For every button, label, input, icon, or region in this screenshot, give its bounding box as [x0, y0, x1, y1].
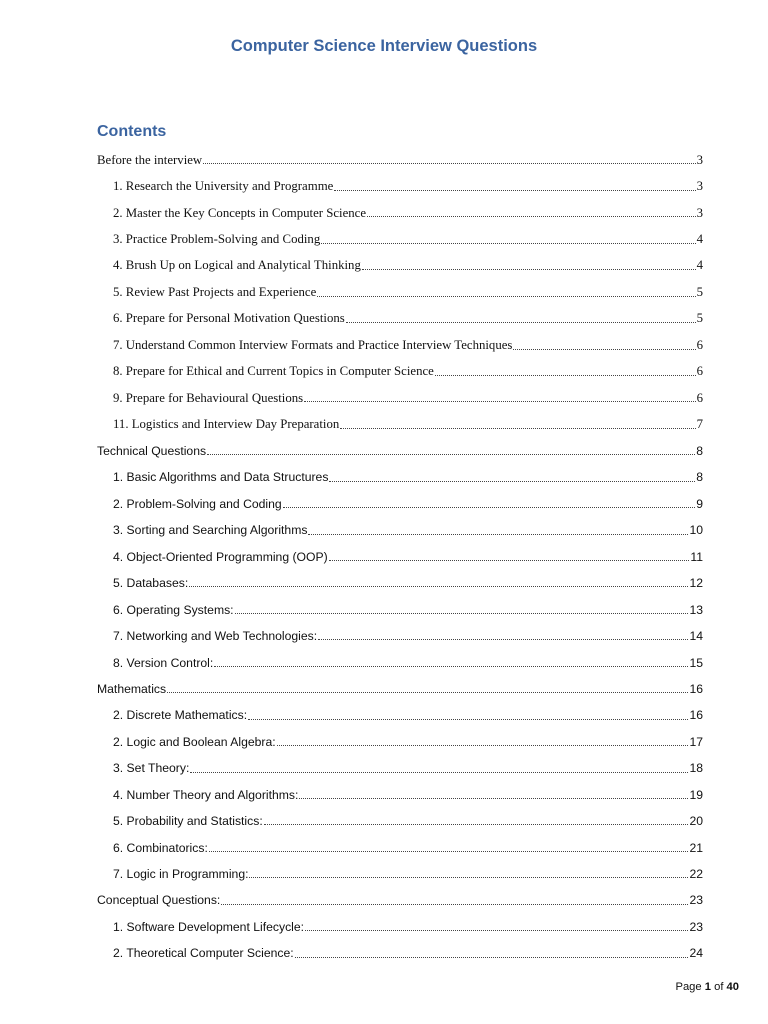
toc-entry-label: 6. Operating Systems: — [113, 602, 234, 617]
toc-dot-leader — [295, 957, 689, 958]
toc-entry-page-number: 23 — [689, 893, 703, 908]
footer-of-word: of — [714, 981, 724, 993]
toc-dot-leader — [214, 666, 688, 667]
toc-entry-label: 7. Understand Common Interview Formats and Practice Interview Techniques — [113, 337, 513, 352]
toc-entry[interactable] — [97, 382, 703, 408]
toc-entry-page-number: 18 — [689, 761, 703, 776]
toc-entry-label: 6. Prepare for Personal Motivation Questions — [113, 311, 345, 326]
toc-entry[interactable] — [97, 488, 703, 514]
toc-entry-page-number: 19 — [689, 787, 703, 802]
toc-entry-page-number: 17 — [689, 734, 703, 749]
footer-current-page: 1 — [704, 981, 711, 993]
toc-entry-label: 7. Logic in Programming: — [113, 867, 249, 882]
footer-total-pages: 40 — [726, 981, 739, 993]
toc-entry[interactable] — [97, 593, 703, 619]
toc-dot-leader — [283, 507, 696, 508]
toc-dot-leader — [346, 322, 696, 323]
toc-dot-leader — [207, 454, 695, 455]
toc-dot-leader — [264, 824, 689, 825]
toc-entry-page-number: 8 — [696, 444, 703, 459]
contents-heading: Contents — [97, 123, 167, 140]
toc-entry[interactable] — [97, 408, 703, 434]
toc-entry-page-number: 5 — [696, 284, 703, 299]
toc-dot-leader — [329, 560, 690, 561]
toc-entry-label: 7. Networking and Web Technologies: — [113, 629, 318, 644]
toc-dot-leader — [321, 243, 695, 244]
toc-entry[interactable] — [97, 699, 703, 725]
toc-entry[interactable] — [97, 673, 703, 699]
toc-entry-label: 2. Discrete Mathematics: — [113, 708, 248, 723]
toc-entry-page-number: 24 — [689, 946, 703, 961]
toc-dot-leader — [334, 190, 695, 191]
toc-entry[interactable] — [97, 726, 703, 752]
toc-dot-leader — [513, 349, 695, 350]
toc-dot-leader — [362, 269, 696, 270]
toc-dot-leader — [209, 851, 689, 852]
page-footer — [676, 981, 740, 993]
toc-entry-page-number: 8 — [696, 470, 703, 485]
toc-dot-leader — [189, 586, 688, 587]
toc-entry-label: 2. Theoretical Computer Science: — [113, 946, 294, 961]
toc-entry-page-number: 16 — [689, 681, 703, 696]
toc-entry[interactable] — [97, 831, 703, 857]
toc-entry-label: 5. Databases: — [113, 576, 189, 591]
toc-entry[interactable] — [97, 779, 703, 805]
toc-entry-label: 3. Set Theory: — [113, 761, 190, 776]
toc-entry-page-number: 16 — [689, 708, 703, 723]
toc-entry-label: 3. Sorting and Searching Algorithms — [113, 523, 308, 538]
toc-entry-page-number: 3 — [696, 205, 703, 220]
toc-entry-page-number: 23 — [689, 919, 703, 934]
toc-dot-leader — [248, 719, 688, 720]
toc-dot-leader — [367, 216, 696, 217]
toc-entry[interactable] — [97, 752, 703, 778]
toc-entry-label: 4. Brush Up on Logical and Analytical Thinking — [113, 258, 361, 273]
toc-dot-leader — [167, 692, 688, 693]
toc-entry-page-number: 12 — [689, 576, 703, 591]
toc-entry-page-number: 9 — [696, 496, 703, 511]
toc-dot-leader — [221, 904, 688, 905]
toc-entry-label: 3. Practice Problem-Solving and Coding — [113, 231, 321, 246]
toc-dot-leader — [304, 401, 695, 402]
toc-dot-leader — [329, 481, 695, 482]
toc-entry[interactable] — [97, 541, 703, 567]
toc-entry[interactable] — [97, 223, 703, 249]
document-title: Computer Science Interview Questions — [230, 37, 538, 55]
toc-entry-page-number: 4 — [696, 231, 703, 246]
toc-entry[interactable] — [97, 620, 703, 646]
toc-dot-leader — [190, 772, 688, 773]
toc-entry[interactable] — [97, 276, 703, 302]
toc-dot-leader — [277, 745, 689, 746]
toc-entry-label: 8. Prepare for Ethical and Current Topics in Computer Science — [113, 364, 434, 379]
toc-entry[interactable] — [97, 144, 703, 170]
toc-entry[interactable] — [97, 858, 703, 884]
toc-entry-label: 11. Logistics and Interview Day Preparation — [113, 417, 340, 432]
toc-entry-label: 1. Basic Algorithms and Data Structures — [113, 470, 329, 485]
toc-entry-page-number: 6 — [696, 337, 703, 352]
toc-dot-leader — [305, 930, 688, 931]
toc-dot-leader — [203, 163, 695, 164]
toc-entry-page-number: 6 — [696, 390, 703, 405]
toc-entry-label: Mathematics — [97, 681, 167, 696]
toc-dot-leader — [235, 613, 689, 614]
toc-entry-page-number: 11 — [690, 549, 703, 564]
toc-entry[interactable] — [97, 356, 703, 382]
toc-entry-page-number: 10 — [689, 523, 703, 538]
toc-entry[interactable] — [97, 170, 703, 196]
toc-entry[interactable] — [97, 884, 703, 910]
toc-entry-label: Technical Questions — [97, 444, 207, 459]
toc-entry-label: 2. Problem-Solving and Coding — [113, 496, 282, 511]
toc-dot-leader — [308, 534, 688, 535]
toc-dot-leader — [317, 296, 695, 297]
toc-dot-leader — [318, 639, 688, 640]
toc-entry[interactable] — [97, 303, 703, 329]
toc-dot-leader — [299, 798, 688, 799]
toc-entry[interactable] — [97, 911, 703, 937]
table-of-contents — [97, 144, 703, 964]
toc-entry-label: Conceptual Questions: — [97, 893, 221, 908]
toc-entry-page-number: 13 — [689, 602, 703, 617]
toc-entry[interactable] — [97, 250, 703, 276]
toc-entry-page-number: 7 — [696, 417, 703, 432]
toc-entry-page-number: 6 — [696, 364, 703, 379]
toc-entry-page-number: 15 — [689, 655, 703, 670]
toc-entry-page-number: 5 — [696, 311, 703, 326]
toc-entry[interactable] — [97, 937, 703, 963]
toc-dot-leader — [340, 428, 695, 429]
toc-entry-label: 6. Combinatorics: — [113, 840, 208, 855]
toc-entry-label: 1. Software Development Lifecycle: — [113, 919, 305, 934]
toc-entry-page-number: 21 — [689, 840, 703, 855]
toc-entry[interactable] — [97, 805, 703, 831]
toc-entry-page-number: 4 — [696, 258, 703, 273]
toc-entry[interactable] — [97, 514, 703, 540]
toc-entry-label: 5. Probability and Statistics: — [113, 814, 263, 829]
toc-entry-label: 4. Number Theory and Algorithms: — [113, 787, 299, 802]
toc-entry-label: 5. Review Past Projects and Experience — [113, 284, 317, 299]
toc-entry-label: 9. Prepare for Behavioural Questions — [113, 390, 304, 405]
toc-entry-label: 2. Master the Key Concepts in Computer Science — [113, 205, 367, 220]
toc-entry-page-number: 20 — [689, 814, 703, 829]
toc-entry-label: 1. Research the University and Programme — [113, 179, 334, 194]
toc-entry-page-number: 3 — [696, 152, 703, 167]
toc-entry-page-number: 3 — [696, 179, 703, 194]
footer-page-word: Page — [675, 981, 702, 993]
toc-entry[interactable] — [97, 197, 703, 223]
toc-entry[interactable] — [97, 461, 703, 487]
toc-entry-label: 8. Version Control: — [113, 655, 214, 670]
toc-entry-label: 2. Logic and Boolean Algebra: — [113, 734, 276, 749]
toc-entry[interactable] — [97, 567, 703, 593]
toc-entry[interactable] — [97, 646, 703, 672]
toc-entry-page-number: 22 — [689, 867, 703, 882]
toc-entry-page-number: 14 — [689, 629, 703, 644]
toc-entry[interactable] — [97, 329, 703, 355]
toc-entry-label: Before the interview — [97, 152, 203, 167]
toc-dot-leader — [249, 877, 688, 878]
toc-entry-label: 4. Object-Oriented Programming (OOP) — [113, 549, 328, 564]
toc-dot-leader — [435, 375, 696, 376]
toc-entry[interactable] — [97, 435, 703, 461]
